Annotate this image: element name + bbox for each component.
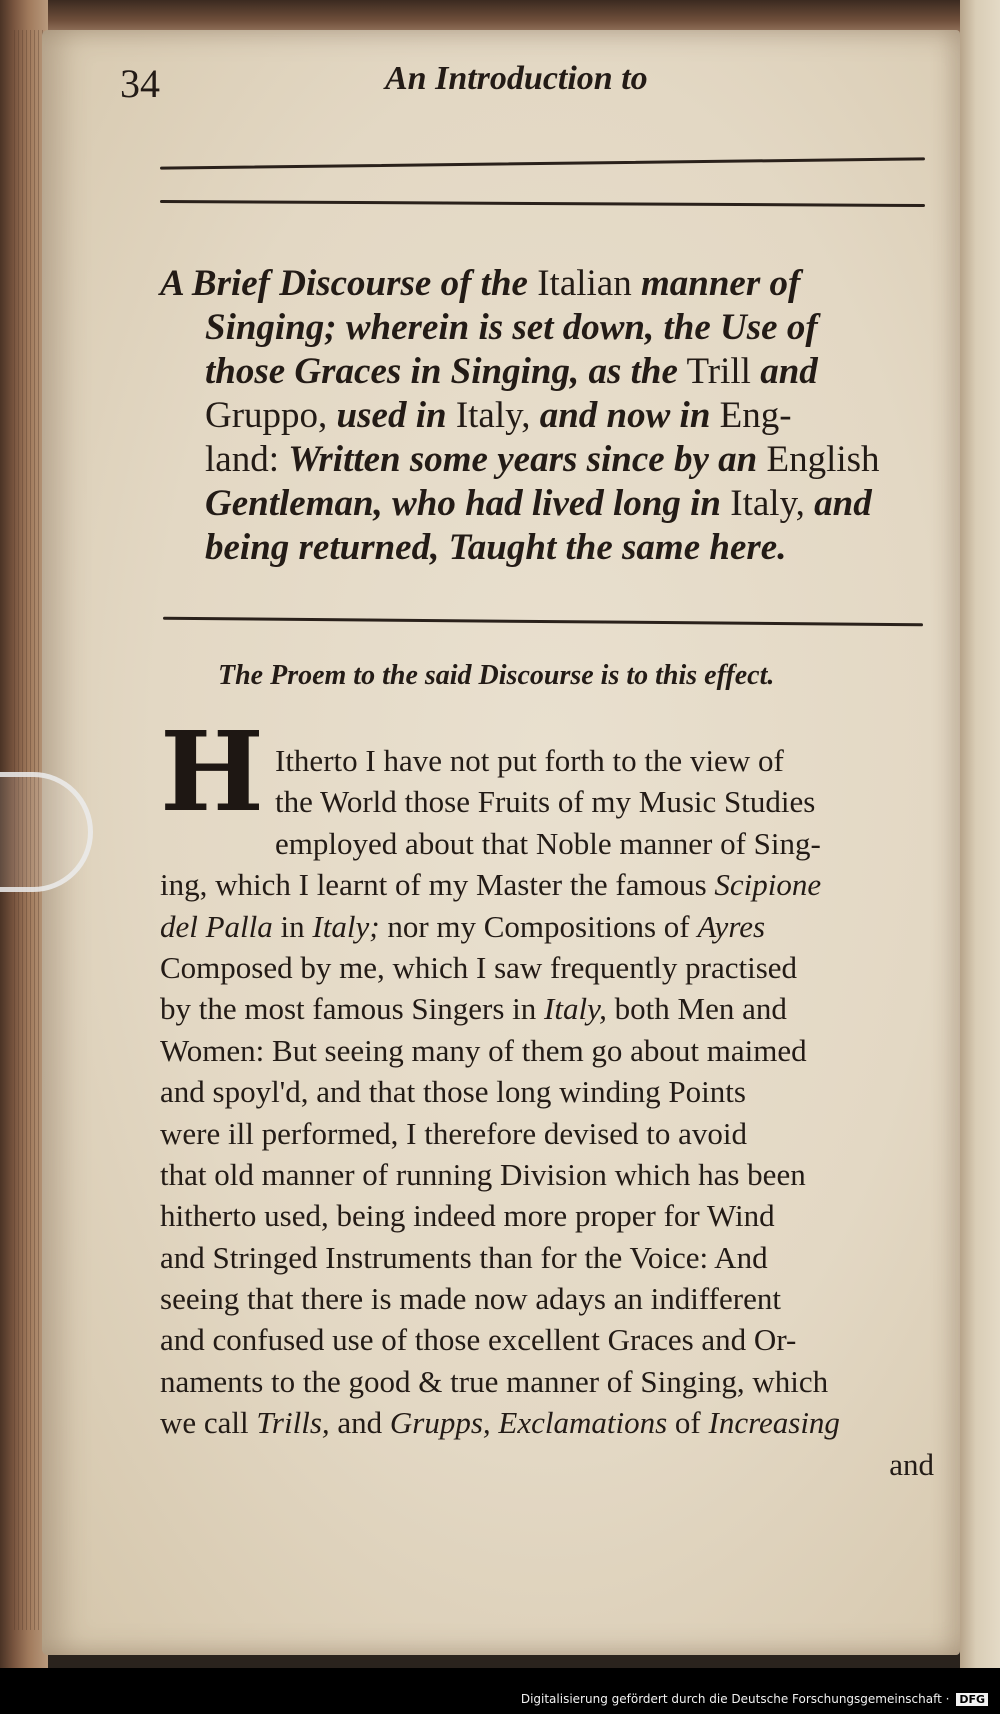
body-line: hitherto used, being indeed more proper for Wind	[160, 1198, 775, 1234]
body-text-span: we call	[160, 1405, 249, 1441]
discourse-title	[160, 262, 930, 570]
body-text-span: Ayres	[697, 908, 766, 944]
running-head	[120, 60, 880, 110]
title-line	[160, 482, 930, 526]
dfg-logo: DFG	[956, 1693, 988, 1706]
title-text: used in	[336, 395, 447, 436]
body-text-span: Scipione	[714, 867, 822, 903]
title-text: being returned, Taught the same here.	[205, 527, 787, 568]
title-text: those Graces in Singing, as the	[205, 351, 678, 392]
title-text: Italian	[537, 263, 632, 304]
title-line	[160, 306, 930, 350]
title-text: and now in	[539, 395, 711, 436]
title-text: Italy,	[455, 395, 531, 436]
proem-heading: The Proem to the said Discourse is to this effect.	[218, 660, 775, 691]
body-line: and spoyl'd, and that those long winding Points	[160, 1074, 746, 1110]
title-text: Gruppo,	[205, 395, 328, 436]
body-text-span: and	[337, 1405, 383, 1441]
title-line	[160, 262, 930, 306]
body-line: Women: But seeing many of them go about maimed	[160, 1032, 807, 1068]
body-line: and confused use of those excellent Graces and Or-	[160, 1322, 797, 1358]
title-text: English	[766, 439, 880, 480]
body-text-span: nor my Compositions of	[387, 908, 690, 944]
body-line: and Stringed Instruments than for the Voice: And	[160, 1239, 768, 1275]
body-text-span: Grupps,	[389, 1405, 491, 1441]
title-line	[160, 438, 930, 482]
running-title: An Introduction to	[385, 60, 648, 97]
title-text: and	[814, 483, 872, 524]
body-line: Itherto I have not put forth to the view of	[275, 743, 784, 778]
body-text-span: Exclamations	[498, 1405, 668, 1441]
title-text: land:	[205, 439, 279, 480]
body-line: the World those Fruits of my Music Studies	[275, 784, 816, 820]
title-text: Written some years since by an	[288, 439, 758, 480]
body-line: employed about that Noble manner of Sing-	[275, 825, 821, 861]
drop-cap: H	[160, 707, 264, 836]
body-text-span: ing, which I learnt of my Master the famous	[160, 867, 707, 903]
footer-credit-text: Digitalisierung gefördert durch die Deutsche Forschungsgemeinschaft	[520, 1692, 942, 1706]
body-text-span: in	[280, 908, 305, 944]
catchword: and	[889, 1446, 934, 1482]
body-line	[160, 906, 940, 947]
body-text-span: Increasing	[708, 1405, 840, 1441]
page-number: 34	[120, 61, 160, 106]
body-text-span: Italy;	[312, 908, 380, 944]
body-text-span: both Men and	[614, 991, 787, 1027]
body-line: naments to the good & true manner of Singing, which	[160, 1363, 829, 1399]
digitization-footer	[0, 1668, 1000, 1714]
body-line	[160, 1402, 940, 1443]
body-text-span: of	[674, 1405, 701, 1441]
title-text: Italy,	[730, 483, 805, 524]
body-text-span: Trills,	[256, 1405, 330, 1441]
title-text: manner of	[640, 263, 801, 304]
body-text-span: del Palla	[160, 908, 273, 944]
title-text: Gentleman, who had lived long in	[205, 483, 722, 524]
title-line	[160, 526, 930, 570]
body-line: were ill performed, I therefore devised to avoid	[160, 1115, 748, 1151]
footer-credit: Digitalisierung gefördert durch die Deutsche Forschungsgemeinschaft · DFG	[521, 1692, 988, 1706]
body-text-span: by the most famous Singers in	[160, 991, 537, 1027]
body-text-span: Italy,	[544, 991, 607, 1027]
body-text	[160, 740, 940, 1485]
body-line: seeing that there is made now adays an indifferent	[160, 1281, 781, 1317]
body-line	[160, 864, 940, 905]
title-text: Eng-	[719, 395, 792, 436]
body-line	[160, 988, 940, 1029]
title-text: and	[760, 351, 818, 392]
title-text: Trill	[686, 351, 751, 392]
body-line: that old manner of running Division which has been	[160, 1156, 806, 1192]
body-line: Composed by me, which I saw frequently practised	[160, 949, 798, 985]
title-text: Singing; wherein is set down, the Use of	[205, 307, 818, 348]
title-line	[160, 394, 930, 438]
facing-page-edge	[960, 0, 1000, 1714]
title-text: A Brief Discourse of the	[160, 263, 528, 304]
title-line	[160, 350, 930, 394]
